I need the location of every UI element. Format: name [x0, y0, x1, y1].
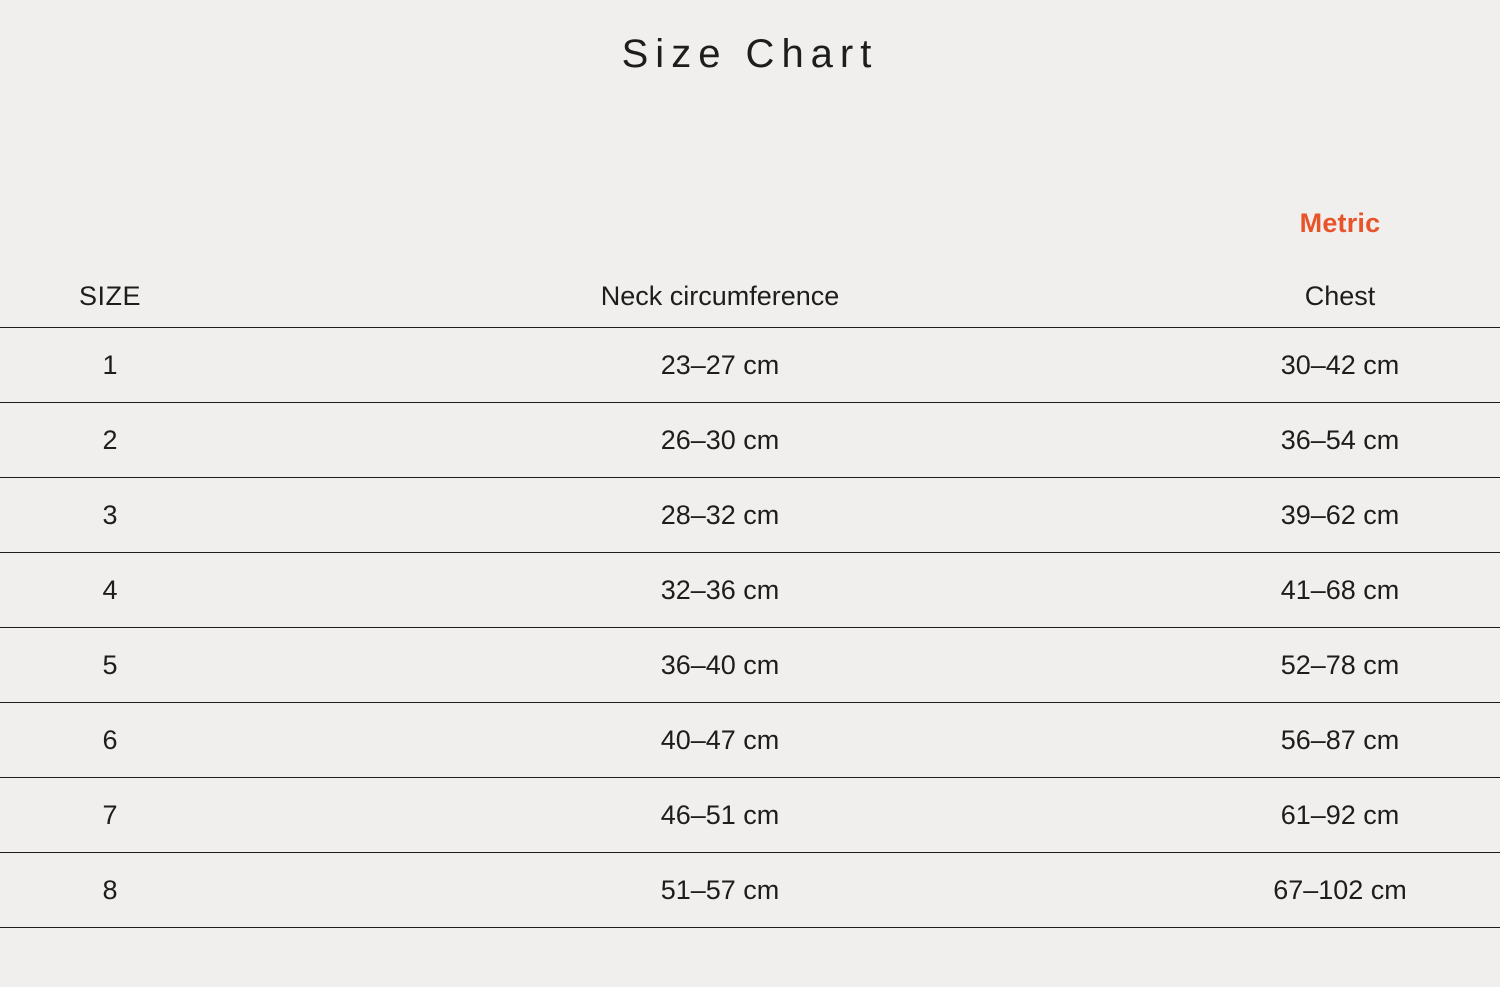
table-row	[0, 553, 1500, 628]
cell-size: 4	[0, 553, 220, 628]
cell-neck: 23–27 cm	[220, 328, 1220, 403]
cell-chest: 39–62 cm	[1220, 478, 1500, 553]
cell-chest: 41–68 cm	[1220, 553, 1500, 628]
page-title: Size Chart	[621, 32, 879, 76]
cell-chest: 56–87 cm	[1220, 703, 1500, 778]
cell-size: 3	[0, 478, 220, 553]
column-header-size: SIZE	[0, 265, 220, 328]
cell-size: 5	[0, 628, 220, 703]
cell-size: 8	[0, 853, 220, 928]
cell-size: 6	[0, 703, 220, 778]
cell-chest: 67–102 cm	[1220, 853, 1500, 928]
table-body	[0, 328, 1500, 928]
metric-unit-label: Metric	[1299, 208, 1381, 238]
cell-size: 7	[0, 778, 220, 853]
table-row	[0, 703, 1500, 778]
cell-chest: 61–92 cm	[1220, 778, 1500, 853]
table-row	[0, 853, 1500, 928]
table-row	[0, 628, 1500, 703]
table-header-row	[0, 265, 1500, 328]
cell-size: 1	[0, 328, 220, 403]
cell-chest: 36–54 cm	[1220, 403, 1500, 478]
cell-neck: 36–40 cm	[220, 628, 1220, 703]
cell-neck: 40–47 cm	[220, 703, 1220, 778]
table-header	[0, 265, 1500, 328]
cell-neck: 32–36 cm	[220, 553, 1220, 628]
cell-chest: 30–42 cm	[1220, 328, 1500, 403]
cell-chest: 52–78 cm	[1220, 628, 1500, 703]
column-header-neck: Neck circumference	[220, 265, 1220, 328]
cell-neck: 26–30 cm	[220, 403, 1220, 478]
table-row	[0, 403, 1500, 478]
column-header-chest: Chest	[1220, 265, 1500, 328]
table-row	[0, 478, 1500, 553]
cell-neck: 28–32 cm	[220, 478, 1220, 553]
table-row	[0, 328, 1500, 403]
cell-neck: 51–57 cm	[220, 853, 1220, 928]
cell-size: 2	[0, 403, 220, 478]
size-chart-table	[0, 265, 1500, 928]
table-row	[0, 778, 1500, 853]
cell-neck: 46–51 cm	[220, 778, 1220, 853]
